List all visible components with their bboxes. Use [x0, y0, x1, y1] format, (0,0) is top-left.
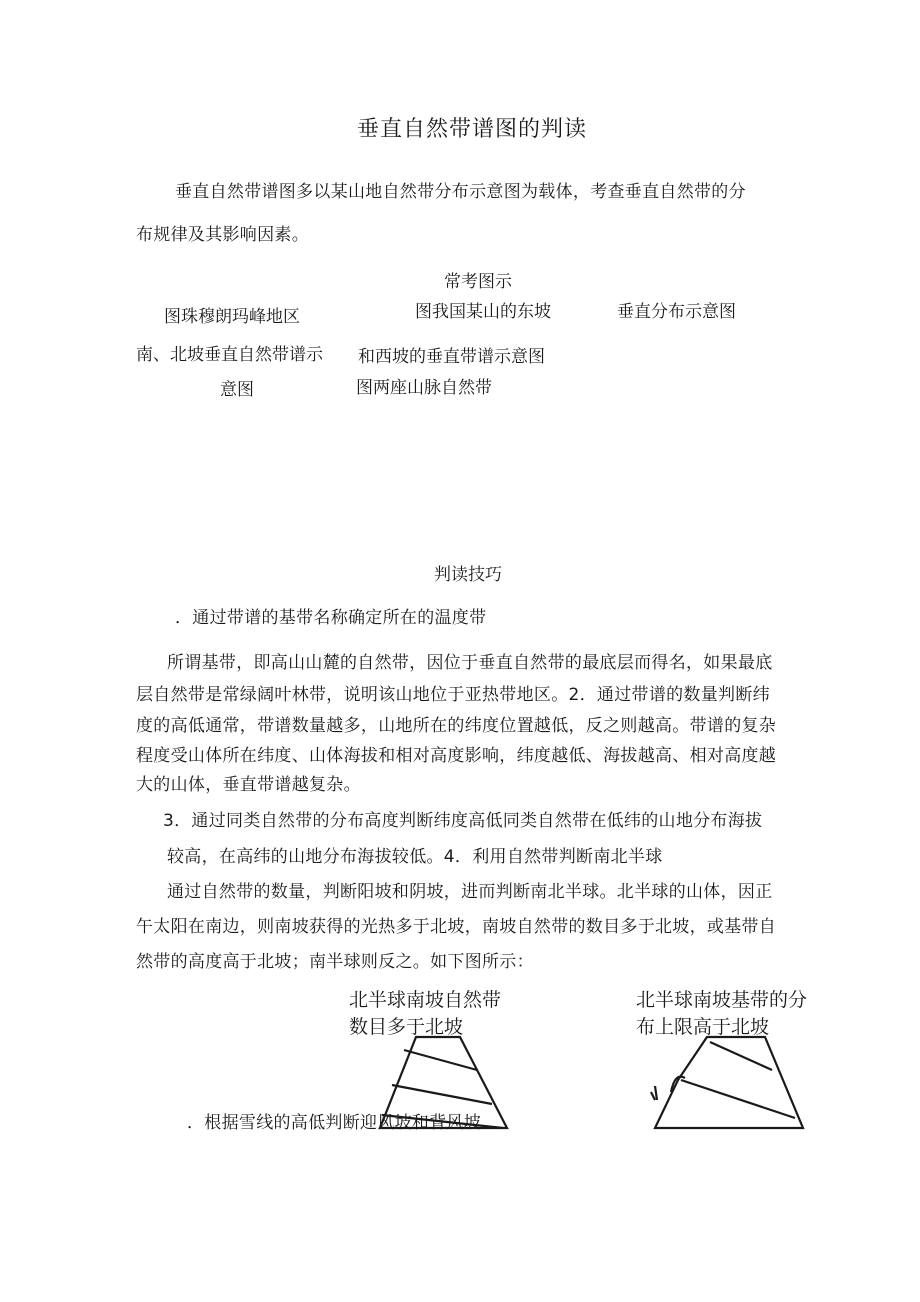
para4-line-2: 午太阳在南边，则南坡获得的光热多于北坡，南坡自然带的数目多于北坡，或基带自 — [136, 917, 777, 937]
page-title: 垂直自然带谱图的判读 — [357, 117, 588, 142]
middle-caption-line-3: 图两座山脉自然带 — [356, 378, 492, 398]
fig1-label-line-1: 北半球南坡自然带 — [349, 989, 502, 1011]
intro-line-1: 垂直自然带谱图多以某山地自然带分布示意图为载体，考查垂直自然带的分 — [175, 182, 746, 202]
fig1-band-line-2 — [392, 1085, 492, 1104]
item3-line-2: 较高，在高纬的山地分布海拔较低。4．利用自然带判断南北半球 — [167, 847, 663, 867]
para1-line-2: 层自然带是常绿阔叶林带，说明该山地位于亚热带地区。2．通过带谱的数量判断纬 — [136, 685, 770, 705]
fig2-tick-mark — [651, 1086, 657, 1100]
fig2-band-line-1 — [710, 1042, 772, 1070]
examples-heading: 常考图示 — [444, 272, 512, 292]
para1-line-4: 程度受山体所在纬度、山体海拔和相对高度影响，纬度越低、海拔越高、相对高度越 — [136, 746, 777, 766]
fig2-band-line-2 — [681, 1080, 795, 1118]
skills-item-5: ．根据雪线的高低判断迎风坡和背风坡 — [187, 1113, 482, 1133]
skills-heading: 判读技巧 — [434, 565, 502, 585]
para1-line-5: 大的山体，垂直带谱越复杂。 — [136, 775, 361, 795]
para1-line-1: 所谓基带，即高山山麓的自然带，因位于垂直自然带的最底层而得名，如果最底 — [167, 653, 773, 673]
para4-line-1: 通过自然带的数量，判断阳坡和阴坡，进而判断南北半球。北半球的山体，因正 — [167, 882, 773, 902]
middle-caption-line-2: 和西坡的垂直带谱示意图 — [358, 347, 545, 367]
right-caption: 垂直分布示意图 — [617, 302, 736, 322]
item3-line-1: 3．通过同类自然带的分布高度判断纬度高低同类自然带在低纬的山地分布海拔 — [163, 811, 763, 831]
fig1-band-line-1 — [404, 1050, 477, 1070]
left-caption-line-2: 南、北坡垂直自然带谱示 — [136, 345, 323, 365]
fig2-label-line-2: 布上限高于北坡 — [636, 1016, 770, 1038]
skills-item-1: ．通过带谱的基带名称确定所在的温度带 — [175, 608, 487, 628]
fig2-label-line-1: 北半球南坡基带的分 — [636, 989, 808, 1011]
fig2-mountain-diagram — [645, 1030, 815, 1135]
para1-line-3: 度的高低通常，带谱数量越多，山地所在的纬度位置越低，反之则越高。带谱的复杂 — [136, 716, 777, 736]
middle-caption-line-1: 图我国某山的东坡 — [415, 302, 551, 322]
left-caption-line-3: 意图 — [220, 380, 254, 400]
fig1-label-line-2: 数目多于北坡 — [349, 1016, 464, 1038]
intro-line-2: 布规律及其影响因素。 — [136, 225, 309, 245]
para4-line-3: 然带的高度高于北坡；南半球则反之。如下图所示： — [136, 952, 534, 972]
left-caption-line-1: 图珠穆朗玛峰地区 — [164, 307, 300, 327]
